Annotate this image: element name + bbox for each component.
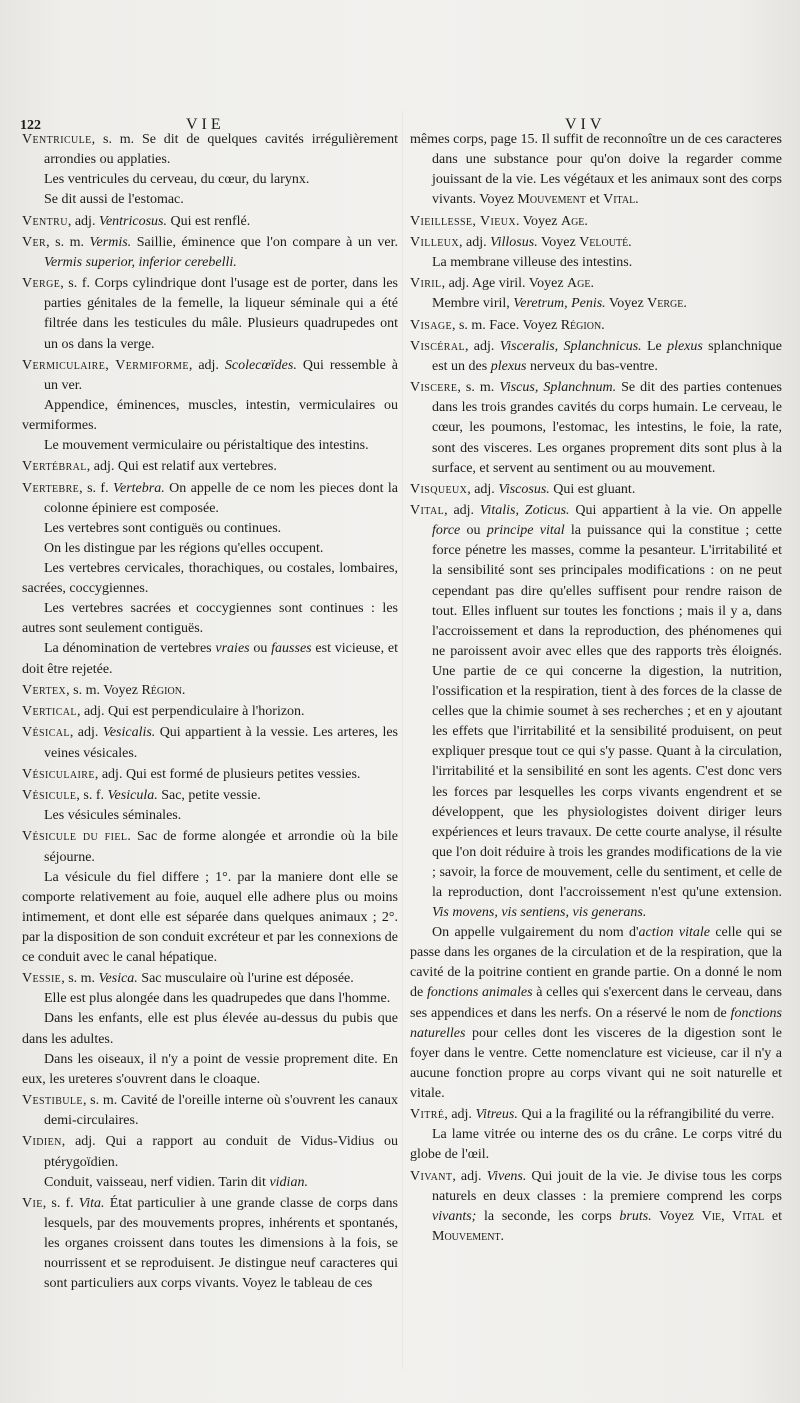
example-text: est vicieuse, et doit être rejetée.	[22, 641, 398, 677]
cross-reference: Région.	[141, 682, 186, 698]
headword: Vertical	[22, 704, 77, 720]
entry-vestibule	[22, 1091, 398, 1131]
headword: Vertebre	[22, 480, 80, 496]
definition: , adj.	[464, 338, 500, 354]
entry-vivant	[410, 1167, 782, 1247]
definition: , s. m.	[457, 380, 500, 396]
latin-term: Villosus.	[490, 234, 538, 250]
latin-term: Visceralis, Splanchnicus.	[499, 338, 642, 354]
latin-term: vivants;	[432, 1208, 477, 1224]
example-text: à celles qui s'exercent dans le cerveau, dans ses appendices et dans les nerfs. On a réservé le nom de	[410, 985, 783, 1021]
cross-reference: Mouvement.	[432, 1228, 505, 1244]
definition: , s. f. Corps cylindrique dont l'usage est de porter, dans les parties génitales de la femelle, la liqueur séminale qui a été filtrée dans les testicules du mâle. Plusieurs quadrupedes ont un os dans la verge.	[44, 276, 398, 352]
latin-term: fonctions animales	[426, 985, 533, 1001]
example: Dans les enfants, elle est plus élevée au-dessus du pubis que dans les adultes.	[22, 1011, 398, 1047]
headword: Vessie	[22, 971, 62, 987]
definition: Se dit des parties contenues dans les trois grandes cavités du corps humain. Le cerveau, le cœur, les poumons, l'estomac, les intestins, le foie, la rate, sont des visceres. Les organes proprement dits sont plus à la surface, et servent au sentiment ou au mouvement.	[432, 380, 782, 476]
latin-term: Viscosus.	[498, 481, 550, 497]
entry-vertebre	[22, 479, 398, 680]
definition: Sac, petite vessie.	[157, 788, 261, 804]
left-column	[22, 130, 398, 1296]
definition: , s. m. Voyez	[66, 682, 142, 698]
cross-reference: Age.	[560, 213, 588, 229]
latin-term: vidian.	[269, 1174, 308, 1190]
latin-term: Viscus, Splanchnum.	[499, 380, 617, 396]
entry-vesicule	[22, 786, 398, 826]
definition: On appelle de ce nom les pieces dont la colonne épiniere est composée.	[44, 480, 398, 516]
running-head-left: VIE	[186, 116, 225, 133]
definition: , s. f.	[79, 480, 113, 496]
entry-viscere	[410, 378, 782, 478]
definition: ou	[460, 523, 487, 539]
example: Les vésicules séminales.	[44, 808, 182, 824]
headword: Viril	[410, 276, 442, 292]
definition: . Sac de forme alongée et arrondie où la bile séjourne.	[44, 829, 398, 865]
headword: Vidien	[22, 1134, 62, 1150]
latin-term: plexus	[667, 338, 703, 354]
cross-reference: Vital.	[603, 192, 639, 208]
example-text: Conduit, vaisseau, nerf vidien. Tarin dit	[44, 1174, 270, 1190]
headword: Viscéral	[410, 338, 465, 354]
entry-vertebral	[22, 457, 398, 477]
example: Appendice, éminences, muscles, intestin, vermiculaires ou vermiformes.	[22, 397, 398, 434]
example	[22, 1173, 398, 1193]
latin-term: principe vital	[486, 523, 565, 539]
example	[22, 639, 398, 679]
definition: , adj.	[67, 213, 99, 229]
definition: État particulier à une grande classe de corps dans lesquels, par des mouvements propres, inhérents et spontanés, les organes croissent dans toutes les dimensions à la fois, se nourrissent et se reproduisent. Je distingue neuf caracteres qui sont particuliers aux corps vivants. Voyez le tableau de ces	[44, 1195, 398, 1292]
latin-term: action vitale	[638, 925, 710, 941]
definition: , adj. Age viril. Voyez	[441, 276, 568, 292]
definition: Voyez	[651, 1208, 702, 1224]
definition: , adj. Qui a rapport au conduit de Vidus-Vidius ou ptérygoïdien.	[44, 1134, 398, 1170]
latin-term: plexus	[490, 358, 527, 374]
example: Se dit aussi de l'estomac.	[44, 192, 184, 208]
example-text: celle qui se passe dans les organes de la circulation et de la respiration, que la cavité de la poitrine contient en grande partie. On a donné le nom de	[410, 925, 782, 1001]
definition: Qui ressemble à un ver.	[44, 357, 398, 393]
entry-vieillesse	[410, 212, 782, 232]
headword: Vie	[22, 1195, 43, 1211]
entry-vesicule-du-fiel	[22, 827, 398, 968]
cross-reference: Vie, Vital	[701, 1208, 765, 1224]
headword: Vitré	[410, 1107, 445, 1123]
cross-reference: Age.	[567, 276, 594, 292]
definition: Qui a la fragilité ou la réfrangibilité du verre.	[517, 1107, 775, 1123]
right-column	[410, 130, 782, 1248]
entry-ventricule	[22, 130, 398, 210]
example	[410, 923, 782, 1104]
example: Elle est plus alongée dans les quadrupedes que dans l'homme.	[44, 991, 391, 1007]
latin-term: Vitreus.	[475, 1107, 518, 1123]
headword: Viscere	[410, 380, 458, 396]
latin-term: Vesicula.	[107, 788, 158, 804]
entry-vitre	[410, 1105, 782, 1165]
definition: splanchnique est un des	[432, 338, 783, 374]
latin-term: fonctions naturelles	[410, 1005, 782, 1041]
entry-viril	[410, 274, 782, 314]
headword: Vital	[410, 503, 445, 519]
latin-term: fausses	[271, 641, 312, 657]
headword: Villeux	[410, 234, 460, 250]
entry-visage	[410, 316, 782, 336]
headword: Ventru	[22, 213, 68, 229]
latin-term: Ventricosus.	[98, 213, 168, 229]
entry-vie-continued	[410, 130, 782, 210]
definition: la puissance qui la constitue ; cette force pénetre les masses, comme la pesanteur. L'irritabilité et la sensibilité sont ses principales modifications : on ne peut cependant pas dire qu'elles suffisent pour rendre raison de tout. Elles influent sur toutes les fonctions ; mais il y a, dans l'accroissement et dans la reproduction, des phénomenes qui ne paroissent avoir avec elles que des rapports très éloignés. Une partie de ce qui concerne la digestion, la nutrition, l'ossification et la respiration, tient à des forces de la classe de celles que la chimie soumet à ses recherches ; et en y ajoutant les effets que l'irritabilité et la sensibilité produisent, on peut expliquer presque tout ce qui s'y passe. Quant à la circulation, l'irritabilité et la sensibilité en sont les agents. C'est donc vers les forces par lesquelles les corps vivants engendrent et se développent, que les physiologistes doivent diriger leurs expériences et leurs travaux. De cette courte analyse, il résulte que l'on doit réduire à trois les grandes modifications de la vie ; savoir, la force de mouvement, celle du sentiment, et celle de la reproduction, dont l'accroissement n'est qu'une extension.	[432, 523, 782, 900]
entry-vessie	[22, 969, 398, 1090]
definition: mêmes corps, page 15. Il suffit de reconnoître un de ces caracteres dans une substance pour qu'on doive la regarder comme jouissant de la vie. Les végétaux et les animaux sont des corps vivants. Voyez	[410, 132, 782, 208]
headword: Verge	[22, 276, 61, 292]
headword: Vertex	[22, 682, 67, 698]
example: La lame vitrée ou interne des os du crâne. Le corps vitré du globe de l'œil.	[410, 1127, 782, 1163]
headword: Vermiculaire, Vermiforme	[22, 357, 189, 373]
column-gutter	[402, 110, 403, 1370]
latin-term: Vesica.	[98, 971, 138, 987]
cross-reference: Verge.	[647, 296, 687, 312]
example-text: La dénomination de vertebres	[44, 641, 216, 657]
page-number: 122	[20, 118, 41, 133]
definition: , s. m. Face. Voyez	[451, 317, 561, 333]
headword: Vésiculaire	[22, 766, 95, 782]
definition: Le	[641, 338, 668, 354]
latin-term: Vermis.	[89, 234, 132, 250]
definition: , adj.	[188, 357, 225, 373]
latin-term: Vermis superior, inferior cerebelli.	[44, 254, 237, 270]
entry-verge	[22, 274, 398, 354]
definition: Saillie, éminence que l'on compare à un ver.	[131, 234, 398, 250]
definition: et	[585, 192, 604, 208]
example-text: Membre viril,	[432, 296, 514, 312]
latin-term: vraies	[215, 641, 250, 657]
definition: , adj.	[452, 1168, 487, 1184]
headword: Ver	[22, 234, 47, 250]
example: Les vertebres sont contiguës ou continues.	[44, 520, 282, 536]
definition: , s. f.	[76, 788, 108, 804]
example: La vésicule du fiel differe ; 1°. par la maniere dont elle se comporte relativement au foie, auquel elle adhere plus ou moins intimement, et dont elle est séparée dans quelques animaux ; 2°. par la disposition de son conduit excréteur et par les connexions de ce conduit avec le canal hépatique.	[22, 869, 398, 965]
example: Les ventricules du cerveau, du cœur, du larynx.	[44, 172, 310, 188]
entry-visceral	[410, 337, 782, 377]
headword: Vertébral	[22, 459, 87, 475]
entry-vesiculaire	[22, 765, 398, 785]
headword: Vivant	[410, 1168, 453, 1184]
headword: Vestibule	[22, 1093, 83, 1109]
definition: Voyez	[537, 234, 580, 250]
definition: Qui est gluant.	[549, 481, 636, 497]
latin-term: Vivens.	[486, 1168, 527, 1184]
entry-vermiculaire	[22, 356, 398, 456]
example: Le mouvement vermiculaire ou péristaltique des intestins.	[44, 438, 369, 454]
definition: , adj.	[467, 481, 499, 497]
latin-term: Vita.	[78, 1195, 105, 1211]
example: Les vertebres sacrées et coccygiennes sont continues : les autres sont seulement contiguës.	[22, 601, 398, 637]
headword: Vieillesse, Vieux	[410, 213, 516, 229]
headword: Ventricule	[22, 132, 92, 147]
definition: et	[764, 1208, 782, 1224]
definition: la seconde, les corps	[476, 1208, 620, 1224]
headword: Vésical	[22, 725, 70, 741]
latin-term: Vertebra.	[113, 480, 165, 496]
definition: nerveux du bas-ventre.	[526, 358, 658, 374]
example: Dans les oiseaux, il n'y a point de vessie proprement dite. En eux, les ureteres s'ouvrent dans le cloaque.	[22, 1051, 398, 1087]
entry-vidien	[22, 1132, 398, 1192]
latin-term: Vitalis, Zoticus.	[479, 503, 570, 519]
headword: Vésicule	[22, 788, 77, 804]
headword: Vésicule du fiel	[22, 829, 128, 845]
headword: Visage	[410, 317, 452, 333]
headword: Visqueux	[410, 481, 468, 497]
latin-term: bruts.	[619, 1208, 652, 1224]
latin-term: Veretrum, Penis.	[513, 296, 606, 312]
entry-vie	[22, 1194, 398, 1294]
definition: Qui appartient à la vie. On appelle	[569, 503, 783, 519]
entry-vertex	[22, 681, 398, 701]
entry-visqueux	[410, 480, 782, 500]
entry-vesical	[22, 723, 398, 763]
latin-term: Vis movens, vis sentiens, vis generans.	[432, 905, 647, 921]
entry-vertical	[22, 702, 398, 722]
definition: , s. m. Cavité de l'oreille interne où s'ouvrent les canaux demi-circulaires.	[44, 1093, 398, 1129]
entry-ver	[22, 233, 398, 273]
example	[410, 294, 782, 314]
definition: , adj.	[69, 725, 103, 741]
example-text: pour celles dont les visceres de la digestion sont le foyer dans le ventre. Cette nomenclature est vicieuse, car il n'y a aucune fonction propre au corps vivant qui ne soit naturelle et vitale.	[410, 1025, 782, 1101]
cross-reference: Velouté.	[579, 234, 632, 250]
entry-vital	[410, 501, 782, 1104]
definition: Qui jouit de la vie. Je divise tous les corps naturels en deux classes : la premiere comprend les corps	[432, 1168, 782, 1204]
latin-term: Scolecœïdes.	[224, 357, 297, 373]
definition: , s. m.	[61, 971, 99, 987]
entry-ventru	[22, 212, 398, 232]
entry-villeux	[410, 233, 782, 273]
definition: , adj.	[444, 1107, 476, 1123]
definition: , adj.	[459, 234, 491, 250]
definition: , adj.	[444, 503, 480, 519]
definition: . Voyez	[515, 213, 561, 229]
running-head-right: VIV	[565, 116, 606, 133]
latin-term: force	[432, 523, 461, 539]
example: On les distingue par les régions qu'elles occupent.	[44, 541, 324, 556]
definition: Qui appartient à la vessie. Les arteres, les veines vésicales.	[44, 725, 398, 761]
definition: , adj. Qui est perpendiculaire à l'horizon.	[76, 704, 305, 720]
example: La membrane villeuse des intestins.	[432, 254, 633, 270]
example: Les vertebres cervicales, thorachiques, ou costales, lombaires, sacrées, coccygiennes.	[22, 561, 398, 597]
definition: , adj. Qui est relatif aux vertebres.	[86, 459, 277, 475]
definition: Qui est renflé.	[167, 213, 251, 229]
definition: , s. m. Se dit de quelques cavités irrégulièrement arrondies ou applaties.	[44, 132, 398, 168]
example-text: Voyez	[605, 296, 648, 312]
definition: , adj. Qui est formé de plusieurs petites vessies.	[94, 766, 361, 782]
definition: , s. m.	[46, 234, 90, 250]
cross-reference: Mouvement	[517, 192, 586, 208]
cross-reference: Région.	[560, 317, 605, 333]
definition: , s. f.	[42, 1195, 79, 1211]
definition: Sac musculaire où l'urine est déposée.	[137, 971, 354, 987]
latin-term: Vesicalis.	[102, 725, 156, 741]
example-text: ou	[249, 641, 272, 657]
example-text: On appelle vulgairement du nom d'	[432, 925, 639, 941]
